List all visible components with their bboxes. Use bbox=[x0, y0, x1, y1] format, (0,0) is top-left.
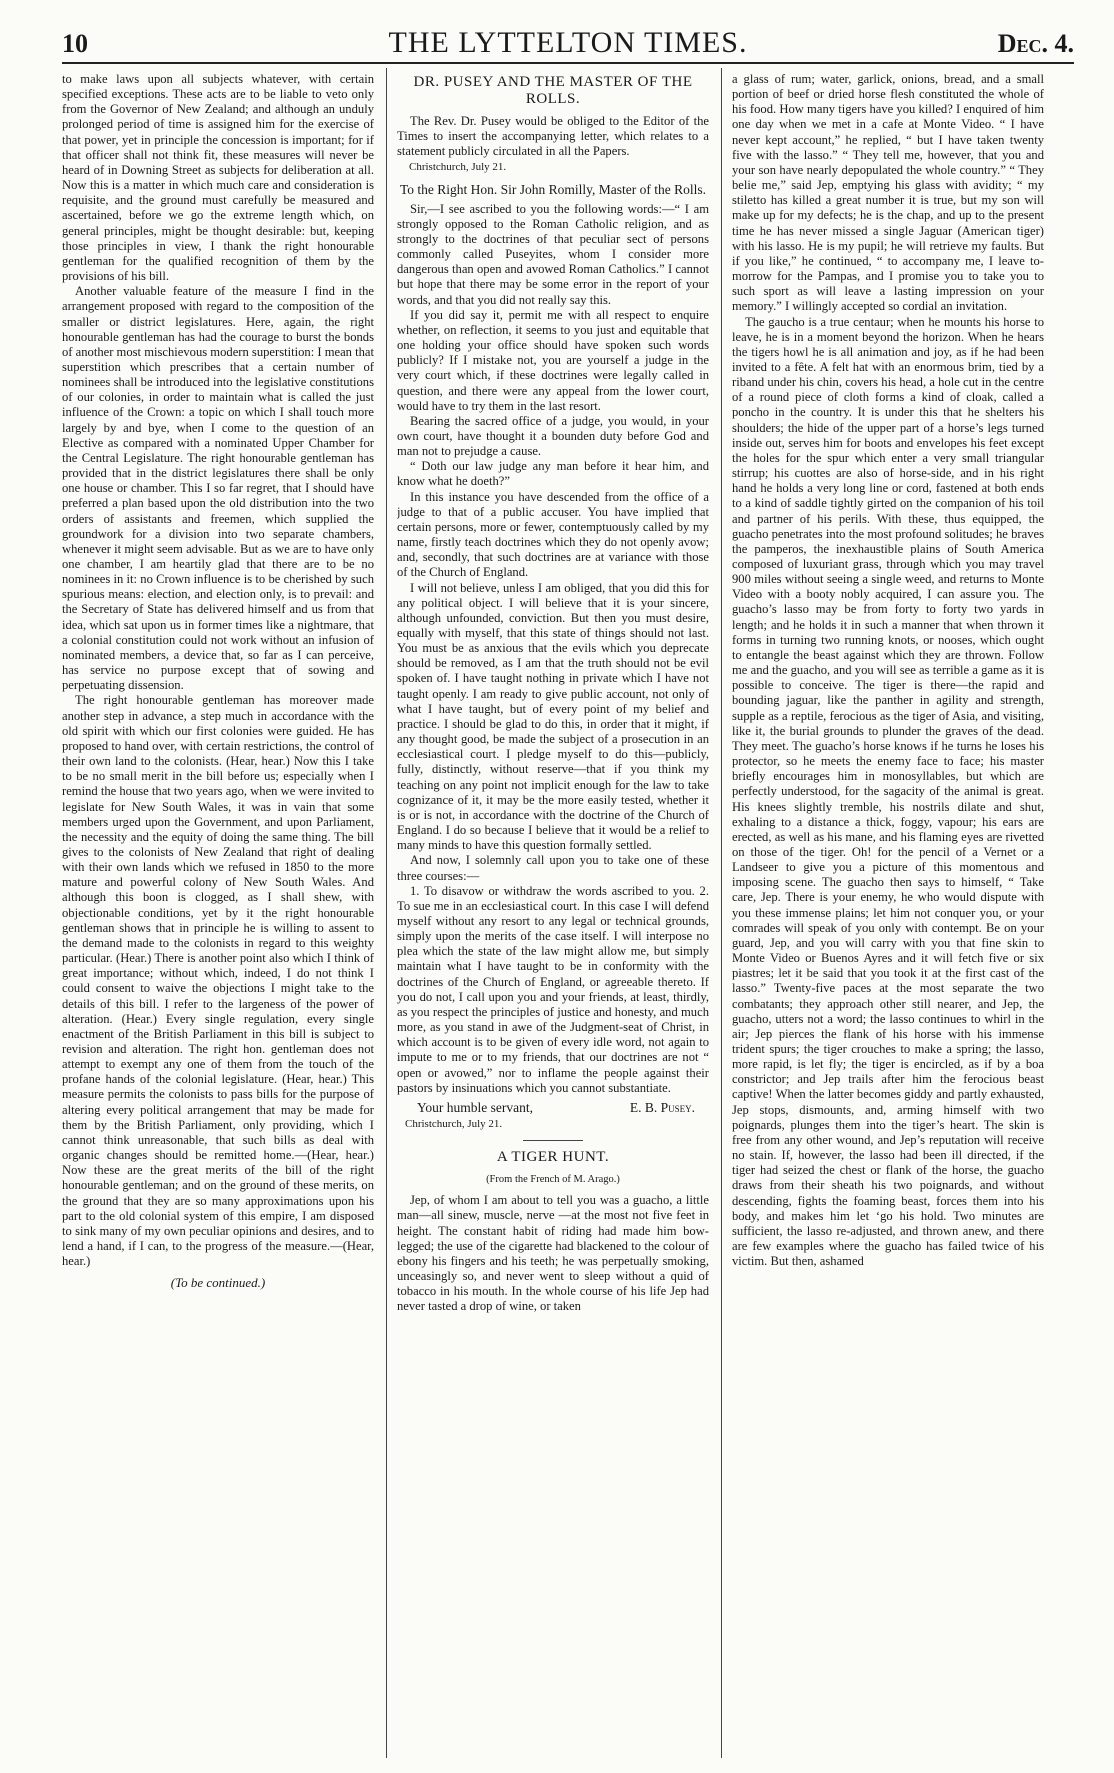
paragraph: I will not believe, unless I am obliged, that you did this for any political object. I will believe that it is your sincere, although unfounded, conviction. But then you must desire, equally with myself, that this state of things should not last. You must be as anxious that the evils which you deprecate should be removed, as I am that the truth should not be evil spoken of. I have taught nothing in private which I have not taught openly. I am ready to give public account, not only of what I have taught, but of every point of my belief and practice. I should be glad to do this, in order that it might, if any thought good, be made the subject of a prosecution in an ecclesiastical court. I pledge myself to do this—publicly, fully, distinctly, without reserve—that if you think my teaching on any point not implicit enough for the law to take cognizance of it, it may be the more easily tested, whether it is or is not, in accordance with the doctrine of the Church of England. I do so because I believe that it would be a relief to many minds to have this question formally settled. bbox=[397, 580, 709, 853]
paragraph: In this instance you have descended from the office of a judge to that of a public accuser. You have implied that certain persons, more or fewer, contemptuously called by my name, firstly teach doctrines which they do not openly avow; and, secondly, that such doctrines are at variance with those of the Church of England. bbox=[397, 489, 709, 580]
paragraph: And now, I solemnly call upon you to take one of these three courses:— bbox=[397, 853, 709, 883]
signoff: Your humble servant, bbox=[417, 1099, 533, 1115]
column-3 bbox=[732, 72, 1044, 1762]
article-heading: A TIGER HUNT. bbox=[496, 1149, 610, 1166]
article-source: (From the French of M. Arago.) bbox=[486, 1174, 620, 1186]
masthead bbox=[62, 26, 1074, 60]
article-heading: DR. PUSEY AND THE MASTER OF THE ROLLS. bbox=[413, 74, 693, 107]
signature-date: Christchurch, July 21. bbox=[405, 1118, 503, 1130]
column-2 bbox=[397, 72, 709, 1762]
signature-line bbox=[397, 1096, 709, 1115]
paragraph: Sir,—I see ascribed to you the following words:—“ I am strongly opposed to the Roman Catholic religion, and as strongly to the doctrines of that peculiar sect of persons commonly called Puseyites, whom I consider more dangerous than open and avowed Roman Catholics.” I cannot but hope that there may be some error in the report of your words, and that you did not really say this. bbox=[397, 201, 709, 307]
column-divider bbox=[386, 68, 387, 1758]
column-divider bbox=[721, 68, 722, 1758]
paragraph: 1. To disavow or withdraw the words ascribed to you. 2. To sue me in an ecclesiastical court. In this case I will defend myself without any resort to any legal or technical grounds, simply upon the merits of the case itself. I will interpose no plea which the state of the law might allow me, but simply maintain what I have taught to be in conformity with the doctrines of the Church of England, or agreeable thereto. If you do not, I call upon you and your friends, at least, thirdly, as you respect the principles of justice and honesty, and much more, as you stand in awe of the Judgment-seat of Christ, in which account is to be given of every idle word, not again to impute to me or to my friends, that our doctrines are not “ open or avowed,” nor to inflame the people against their pastors by insinuations which you cannot substantiate. bbox=[397, 883, 709, 1095]
dateline: Christchurch, July 21. bbox=[409, 161, 507, 174]
paragraph: Jep, of whom I am about to tell you was a guacho, a little man—all sinew, muscle, nerve —at the most not five feet in height. The constant habit of riding had made him bow-legged; the use of the cigarette had blackened to the colour of ebony his fingers and his teeth; he was perpetually smoking, unceasingly so, and never went to sleep without a quid of tobacco in his mouth. In the whole course of his life Jep had never tasted a drop of wine, or taken bbox=[397, 1193, 709, 1314]
letter-address: To the Right Hon. Sir John Romilly, Master of the Rolls. bbox=[399, 181, 707, 197]
paragraph: Another valuable feature of the measure I find in the arrangement proposed with regard to the composition of the smaller or district legislatures. Here, again, the right honourable gentleman has had the courage to burst the bonds of another most mischievous modern superstition: I mean that superstition which prescribes that a certain number of nominees shall be introduced into the legislative constitutions of our colonies, in order to maintain what is called the just influence of the Crown: a topic on which I shall touch more largely by and bye, when I come to the question of an Elective as compared with a nominated Upper Chamber for the Central Legislature. The right honourable gentleman has provided that in the district legislatures there shall be only one house or chamber. This I so far regret, that I should have preferred a plan based upon the old distribution into the two orders of assistants and freemen, which supplied the groundwork for a division into two separate chambers, whenever it might seem advisable. But as we are to have only one chamber, I am heartily glad that there are to be no nominees in it: no Crown influence is to be cherished by such spurious means: election, and election only, is to prevail: and the Secretary of State has delivered himself and us from that idea, which sat upon us in former times like a nightmare, that a colonial constitution could not work without an infusion of nominated members, a device that, so far as I can perceive, has service no purpose except that of sowing and perpetuating dissension. bbox=[62, 284, 374, 693]
paragraph: If you did say it, permit me with all respect to enquire whether, on reflection, it seems to you just and equitable that one holding your office should have spoken such words publicly? If I mistake not, you are yourself a judge in the very court which, if these doctrines were legally called in question, and there were any appeal from the lower court, would have to try them in the last resort. bbox=[397, 307, 709, 413]
signature: E. B. Pusey. bbox=[629, 1099, 695, 1115]
article-intro: The Rev. Dr. Pusey would be obliged to the Editor of the Times to insert the accompanying letter, which relates to a statement publicly circulated in all the Papers. bbox=[397, 114, 709, 159]
paragraph: Bearing the sacred office of a judge, you would, in your own court, have thought it a bounden duty before God and man not to prejudge a cause. bbox=[397, 413, 709, 459]
column-1 bbox=[62, 72, 374, 1762]
paragraph: The gaucho is a true centaur; when he mounts his horse to leave, he is in a moment beyond the horizon. When he hears the tigers howl he is all animation and joy, as if he had been invited to a fête. A felt hat with an enormous brim, tied by a riband under his chin, covers his head, a hole cut in the centre of a round piece of cloth forms a kind of cloak, called a poncho in the country. It is under this that he shelters his shoulders; the hide of the upper part of a horse’s legs turned inside out, serves him for boots and envelopes his feet except the holes for the spur which enter a very small triangular stirrup; his cuottes are also of horse-side, and in his right hand he holds a very long line or cord, fastened at both ends to a kind of saddle tightly girted on the companion of his toil and partner of his perils. With these, thus equipped, the guacho penetrates into the most profound solitudes; he braves the pamperos, the inexhaustible plains of South America composed of luxuriant grass, through which you may travel 900 miles without seeing a single weed, and returns to Monte Video with a booty nobly acquired, I can assure you. The guacho’s lasso may be from forty to forty two yards in length; and he holds it in such a manner that when thrown it forms in turning two running knots, or nooses, which ought to entangle the beast against which they are thrown. Follow me and the guacho, and you will see as terrible a game as it is possible to conceive. The tiger is there—the rapid and bounding jaguar, like the panther in agility and strength, supple as a reptile, ferocious as the tiger of Asia, and visiting, like it, the burial grounds to plunder the graves of the dead. They meet. The guacho’s horse knows if he turns he loses his protector, so he meets the enemy face to face; his master briefly encourages him in monosyllables, but which are perfectly understood, for the sagacity of the animal is great. His knees slightly tremble, his nostrils dilate and shut, exhaling to a distance a thick, foggy, vapour; his ears are erected, as well as his mane, and his flaming eyes are rivetted on those of the tiger. Oh! for the pencil of a Vernet or a Landseer to give you a picture of this momentous and imposing scene. The guacho then says to himself, “ Take care, Jep. There is your enemy, he who would dispute with you these immense plains; let him not conquer you, or your comrades will speak of you only with contempt. Be on your guard, Jep, and you will carry with you that fine skin to Monte Video or Buenos Ayres and it will fetch five or six piastres; let it be said that you took it at the first cast of the lasso.” Twenty-five paces at the most separate the two combatants; they approach other still nearer, and Jep, the guacho, utters not a word; the lasso continues to whirl in the air; Jep pierces the flank of his horse with his immense trident spurs; the tiger crouches to make a spring; the lasso, more rapid, is let fly; the tiger is encircled, as if by a boa constrictor; and Jep trails after him the ferocious beast captive! When the latter becomes giddy and partly exhausted, Jep stops, dismounts, and, arming himself with two poignards, plunges them into the tiger’s heart. The skin is free from any other wound, and Jep’s reputation will receive no stain. If, however, the lasso had been ill directed, if the tiger had seized the chest or flank of the horse, the guacho draws from their sheath his two poignards, and without descending, fights the foaming beast, forces them into his body, and makes him let ‘go his hold. Two minutes are sufficient, the lasso re-adjusted, and thrown anew, and there are few examples where the guacho has failed twice of his victim. But then, ashamed bbox=[732, 314, 1044, 1269]
paragraph: a glass of rum; water, garlick, onions, bread, and a small portion of beef or dried horse flesh constituted the whole of his food. How many tigers have you killed? I enquired of him one day when we met in a cafe at Monte Video. “ I have never kept account,” he replied, “ but I have taken twenty five with the lasso.” “ They tell me, however, that you and your son have nearly depopulated the whole country.” “ They belie me,” said Jep, emptying his glass with avidity; “ my stiletto has killed a great number it is true, but my son will make up for my defects; he is the chap, and up to the present time he has never missed a single Jaguar (American tiger) with his lasso. He is my pupil; he will retrieve my faults. But if you like,” he continued, “ to accompany me, I leave to-morrow for the Pampas, and I promise you to take you to such sport as will leave a lasting impression on your memory.” I willingly accepted so cordial an invitation. bbox=[732, 72, 1044, 314]
section-rule bbox=[523, 1140, 583, 1141]
paragraph: to make laws upon all subjects whatever, with certain specified exceptions. These acts are to be liable to veto only from the Governor of New Zealand; and although an unduly prolonged period of time is assigned him for the exercise of that power, yet in principle the concession is important; for if that officer shall not think fit, these measures will never be heard of in Downing Street as subjects for deliberation at all. Now this is a matter in which much care and consideration is requisite, and the ground must carefully be measured and ascertained, before we go the extreme length which, on general principles, might be thought desirable: but, keeping those principles in view, I thank the right honourable gentleman for the qualified recognition of them by the provisions of his bill. bbox=[62, 72, 374, 284]
issue-date: Dec. 4. bbox=[997, 29, 1074, 58]
paragraph: “ Doth our law judge any man before it hear him, and know what he doeth?” bbox=[397, 459, 709, 489]
paragraph: The right honourable gentleman has moreover made another step in advance, a step much in accordance with the old spirit with which our first colonies were guided. He has proposed to hand over, with certain restrictions, the control of their own land to the colonists. (Hear, hear.) Now this I take to be no small merit in the bill before us; especially when I remind the house that two years ago, when we were invited to legislate for New South Wales, it was in vain that some members urged upon the Government, and upon Parliament, the necessity and the equity of doing the same thing. The bill gives to the colonists of New Zealand that right of dealing with their own lands which we refused in 1850 to the more mature and powerful colony of New South Wales. And although this boon is clogged, as I shall shew, with objectionable conditions, yet by it the right honourable gentleman shows that in principle he is willing to assent to the demand made to the colonists in regard to this weighty particular. (Hear.) There is another point also which I think of great importance; without which, indeed, I do not think I could consent to waive the objections I might take to the details of this bill. I refer to the largeness of the power of alteration. (Hear.) Every single regulation, every single enactment of the British Parliament in this bill is subject to revision and alteration. The right hon. gentleman does not attempt to exempt any one of them from the touch of the profane hands of the colonial legislature. (Hear, hear.) This measure permits the colonists to pass bills for the purpose of altering every political arrangement that may be made for them by the British Parliament, only providing, which I cannot think unreasonable, that such bills as deal with organic changes should be remitted home.—(Hear, hear.) Now these are the great merits of the bill of the right honourable gentleman; and on the ground of these merits, on the ground that they are so many approximations upon his part to the old colonial system of this empire, I am disposed to sink many of my own peculiar opinions and desires, and to lend a hand, if I can, to the progress of the measure.—(Hear, hear.) bbox=[62, 693, 374, 1269]
masthead-rule bbox=[62, 62, 1074, 64]
newspaper-title: THE LYTTELTON TIMES. bbox=[388, 26, 748, 59]
continued-note: (To be continued.) bbox=[170, 1275, 266, 1291]
page-number: 10 bbox=[62, 29, 88, 58]
